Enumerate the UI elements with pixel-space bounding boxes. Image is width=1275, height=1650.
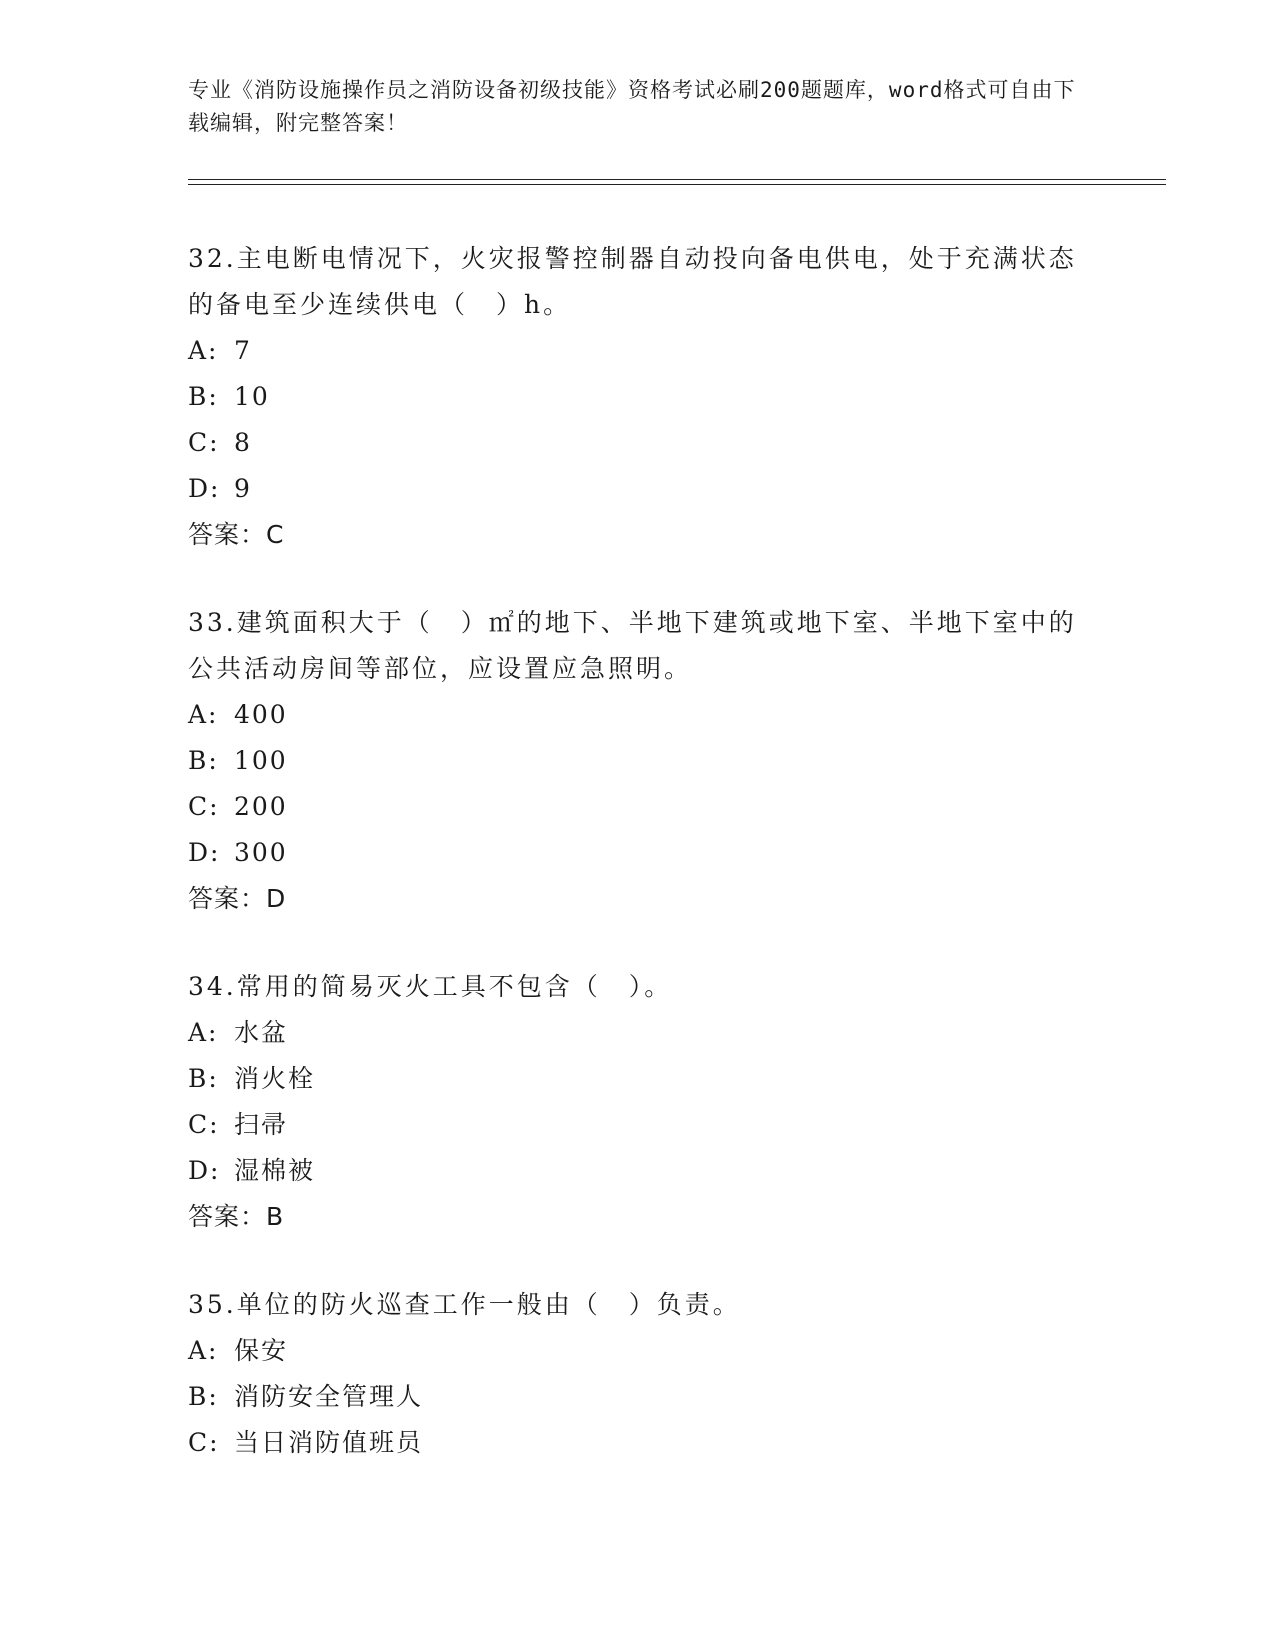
option-text: 9 bbox=[234, 474, 252, 503]
option-a bbox=[188, 1328, 1088, 1374]
question-stem: 32.主电断电情况下，火灾报警控制器自动投向备电供电，处于充满状态的备电至少连续供电（ ）h。 bbox=[188, 244, 1077, 319]
option-text: 消火栓 bbox=[234, 1064, 316, 1093]
option-text: 7 bbox=[234, 336, 252, 365]
option-letter: B: bbox=[188, 746, 219, 775]
option-d bbox=[188, 466, 1088, 512]
option-letter: A: bbox=[188, 700, 219, 729]
option-text: 消防安全管理人 bbox=[234, 1382, 424, 1411]
option-letter: C: bbox=[188, 428, 220, 457]
option-c bbox=[188, 1420, 1088, 1466]
option-c bbox=[188, 784, 1088, 830]
option-a bbox=[188, 328, 1088, 374]
option-letter: A: bbox=[188, 336, 219, 365]
option-letter: A: bbox=[188, 1336, 219, 1365]
option-b bbox=[188, 1056, 1088, 1102]
option-text: 保安 bbox=[234, 1336, 289, 1365]
option-letter: C: bbox=[188, 1428, 220, 1457]
document-header: 专业《消防设施操作员之消防设备初级技能》资格考试必刷200题题库，word格式可自由下载编辑，附完整答案！ bbox=[188, 78, 1076, 135]
option-text: 8 bbox=[234, 428, 252, 457]
option-d bbox=[188, 1148, 1088, 1194]
option-letter: B: bbox=[188, 382, 219, 411]
option-b bbox=[188, 738, 1088, 784]
answer-line: 答案：B bbox=[188, 1202, 285, 1231]
option-text: 400 bbox=[234, 700, 288, 729]
option-text: 扫帚 bbox=[234, 1110, 289, 1139]
option-letter: C: bbox=[188, 1110, 220, 1139]
question-33 bbox=[188, 600, 1088, 922]
question-stem: 35.单位的防火巡查工作一般由（ ）负责。 bbox=[188, 1290, 741, 1319]
question-list bbox=[188, 236, 1088, 1508]
answer-line: 答案：D bbox=[188, 884, 287, 913]
answer-line: 答案：C bbox=[188, 520, 285, 549]
option-letter: B: bbox=[188, 1382, 219, 1411]
option-letter: C: bbox=[188, 792, 220, 821]
option-c bbox=[188, 1102, 1088, 1148]
option-text: 10 bbox=[234, 382, 270, 411]
option-letter: D: bbox=[188, 474, 221, 503]
question-32 bbox=[188, 236, 1088, 558]
header-divider-line bbox=[188, 184, 1166, 185]
option-text: 湿棉被 bbox=[234, 1156, 316, 1185]
option-text: 200 bbox=[234, 792, 288, 821]
option-letter: A: bbox=[188, 1018, 219, 1047]
question-35 bbox=[188, 1282, 1088, 1466]
question-stem: 34.常用的简易灭火工具不包含（ ）。 bbox=[188, 972, 673, 1001]
option-b bbox=[188, 1374, 1088, 1420]
option-c bbox=[188, 420, 1088, 466]
header-divider-line bbox=[188, 179, 1166, 180]
option-a bbox=[188, 692, 1088, 738]
option-letter: D: bbox=[188, 838, 221, 867]
question-34 bbox=[188, 964, 1088, 1240]
option-b bbox=[188, 374, 1088, 420]
option-a bbox=[188, 1010, 1088, 1056]
option-letter: B: bbox=[188, 1064, 219, 1093]
option-text: 水盆 bbox=[234, 1018, 289, 1047]
option-text: 300 bbox=[234, 838, 288, 867]
question-stem: 33.建筑面积大于（ ）㎡的地下、半地下建筑或地下室、半地下室中的公共活动房间等部位，应设置应急照明。 bbox=[188, 608, 1077, 683]
option-letter: D: bbox=[188, 1156, 221, 1185]
option-d bbox=[188, 830, 1088, 876]
option-text: 100 bbox=[234, 746, 288, 775]
option-text: 当日消防值班员 bbox=[234, 1428, 424, 1457]
